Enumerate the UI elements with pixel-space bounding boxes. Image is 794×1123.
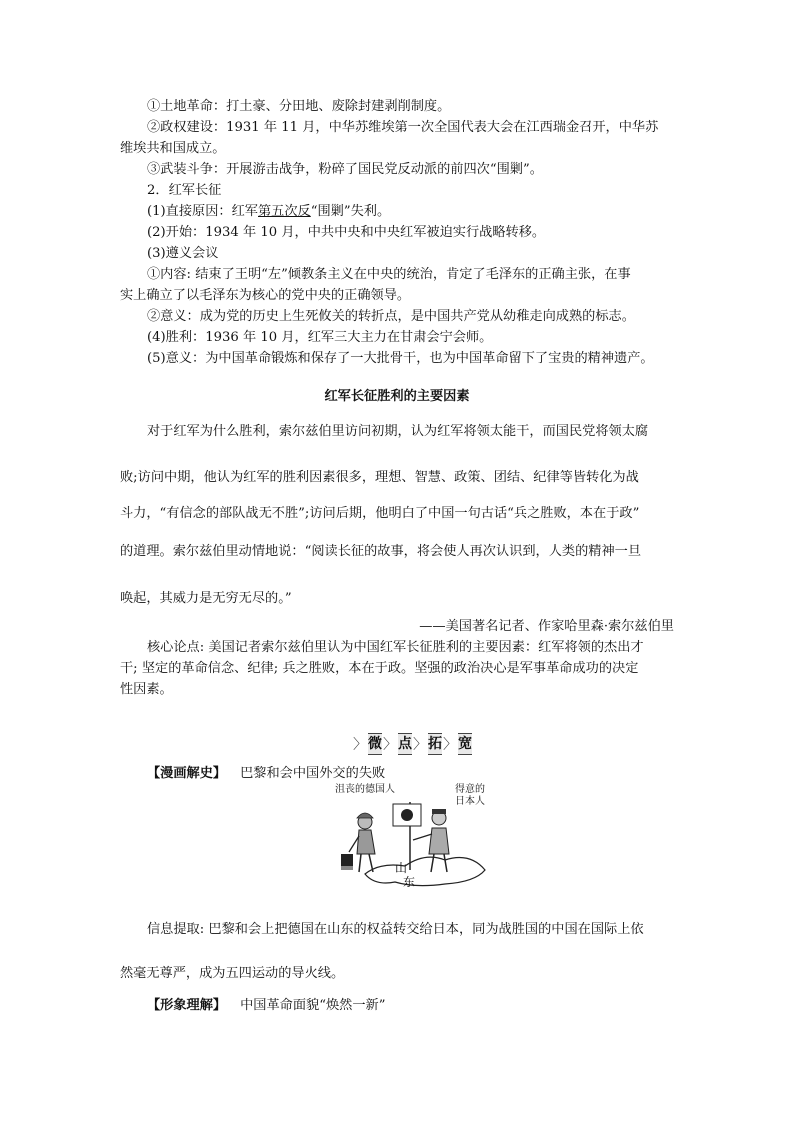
comic-label: 【漫画解史】 [147,766,227,781]
section-title: 红军长征胜利的主要因素 [324,389,470,404]
banner-char: 拓 [428,733,442,755]
text-line: ②政权建设：1931 年 11 月，中华苏维埃第一次全国代表大会在江西瑞金召开，中华苏 [147,120,659,135]
subheading: (3)遵义会议 [147,246,219,261]
banner-char: 点 [398,733,412,755]
text-line: (4)胜利：1936 年 10 月，红军三大主力在甘肃会宁会师。 [147,330,493,345]
text-line: 维埃共和国成立。 [120,141,226,156]
cartoon-drawing [335,782,495,890]
cartoon-caption-right: 日本人 [455,796,485,807]
chevron-right-icon: 〉 [383,737,397,753]
cartoon-caption-right: 得意的 [455,784,485,795]
text-line: (5)意义：为中国革命锻炼和保存了一大批骨干，也为中国革命留下了宝贵的精神遗产。 [147,351,654,366]
text-line: ①内容: 结束了王明“左”倾教条主义在中央的统治，肯定了毛泽东的正确主张，在事 [147,267,631,282]
comic-title: 巴黎和会中国外交的失败 [240,766,386,781]
info-line: 信息提取: 巴黎和会上把德国在山东的权益转交给日本，同为战胜国的中国在国际上依 [147,922,644,937]
quote-line: 对于红军为什么胜利，索尔兹伯里访问初期，认为红军将领太能干，而国民党将领太腐 [147,424,649,439]
quote-line: 斗力，“有信念的部队战无不胜”;访问后期，他明白了中国一句古话“兵之胜败，本在于政” [120,506,640,521]
info-line: 然毫无尊严，成为五四运动的导火线。 [120,966,345,981]
quote-line: 唤起，其威力是无穷无尽的。” [120,591,292,606]
text-line: ②意义：成为党的历史上生死攸关的转折点，是中国共产党从幼稚走向成熟的标志。 [147,309,635,324]
text-line [147,202,390,222]
cartoon-land-label: 山 [395,861,408,875]
text-line: (2)开始：1934 年 10 月，中共中央和中央红军被迫实行战略转移。 [147,225,546,240]
chevron-right-icon: 〉 [353,737,367,753]
quote-line: 的道理。索尔兹伯里动情地说：“阅读长征的故事，将会使人再次认识到，人类的精神一旦 [120,544,642,559]
image-section-label: 【形象理解】 [147,998,227,1013]
image-section-heading [147,996,385,1016]
chevron-right-icon: 〉 [443,737,457,753]
text-segment: (1)直接原因：红军 [147,204,258,219]
text-line: 实上确立了以毛泽东为核心的党中央的正确领导。 [120,288,411,303]
cartoon-illustration [335,782,495,890]
core-argument-line: 核心论点: 美国记者索尔兹伯里认为中国红军长征胜利的主要因素：红军将领的杰出才 [147,640,644,655]
underlined-text: 第五次反 [258,204,311,219]
comic-section-heading [147,764,385,784]
banner-char: 微 [368,733,382,755]
cartoon-caption-left: 沮丧的德国人 [335,784,395,795]
section-banner [352,732,472,756]
cartoon-land-label: 东 [403,875,416,889]
text-line: ①土地革命：打土豪、分田地、废除封建剥削制度。 [147,99,451,114]
text-line: ③武装斗争：开展游击战争，粉碎了国民党反动派的前四次“围剿”。 [147,162,543,177]
chevron-right-icon: 〉 [413,737,427,753]
core-argument-line: 性因素。 [120,682,173,697]
image-section-title: 中国革命面貌“焕然一新” [240,998,386,1013]
subheading: 2．红军长征 [147,183,222,198]
attribution: ——美国著名记者、作家哈里森·索尔兹伯里 [419,619,674,634]
core-argument-line: 干; 坚定的革命信念、纪律; 兵之胜败，本在于政。坚强的政治决心是军事革命成功的决定 [120,661,639,676]
text-segment: “围剿”失利。 [310,204,391,219]
quote-line: 败;访问中期，他认为红军的胜利因素很多，理想、智慧、政策、团结、纪律等皆转化为战 [120,470,639,485]
banner-char: 宽 [458,733,472,755]
